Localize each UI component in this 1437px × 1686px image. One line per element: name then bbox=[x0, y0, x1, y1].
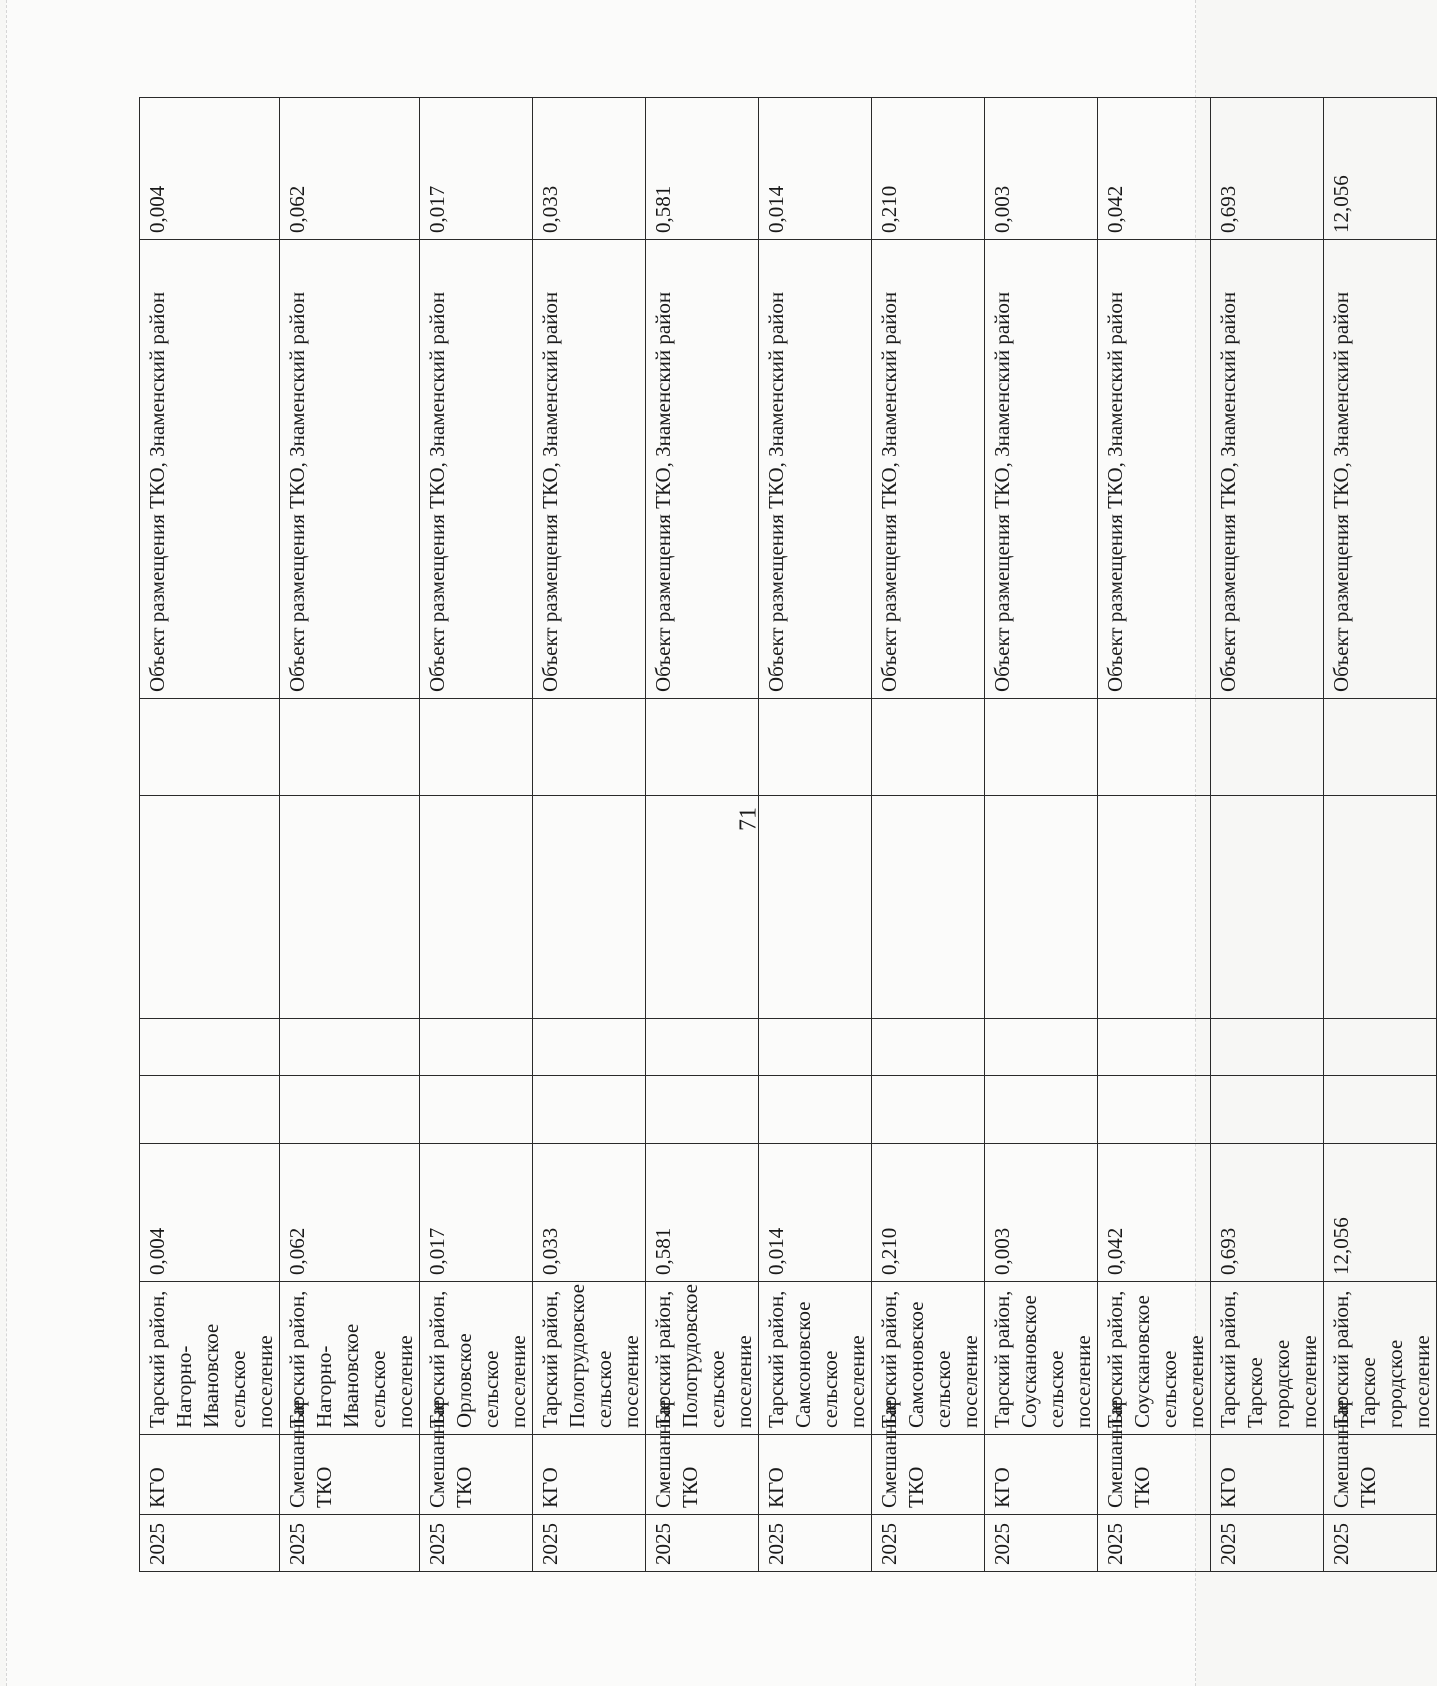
empty-cell bbox=[646, 699, 759, 796]
year-cell: 2025 bbox=[1098, 1515, 1211, 1572]
empty-cell bbox=[1098, 699, 1211, 796]
empty-cell bbox=[1324, 796, 1437, 1019]
table-row bbox=[1211, 98, 1324, 1572]
waste-type-cell: КГО bbox=[1211, 1435, 1324, 1515]
empty-cell bbox=[646, 796, 759, 1019]
table-row bbox=[985, 98, 1098, 1572]
destination-volume-cell: 0,033 bbox=[533, 98, 646, 240]
empty-cell bbox=[1324, 1019, 1437, 1076]
source-location-cell: Тарский район, Орловское сельское поселение bbox=[420, 1282, 533, 1435]
empty-cell bbox=[1211, 699, 1324, 796]
table-grid bbox=[139, 97, 1437, 1572]
table-row bbox=[872, 98, 985, 1572]
waste-type-cell: КГО bbox=[533, 1435, 646, 1515]
empty-cell bbox=[533, 1076, 646, 1144]
empty-cell bbox=[872, 796, 985, 1019]
empty-cell bbox=[985, 1019, 1098, 1076]
year-cell: 2025 bbox=[759, 1515, 872, 1572]
empty-cell bbox=[533, 1019, 646, 1076]
destination-cell: Объект размещения ТКО, Знаменский район bbox=[985, 240, 1098, 699]
year-cell: 2025 bbox=[646, 1515, 759, 1572]
empty-cell bbox=[1098, 1076, 1211, 1144]
destination-volume-cell: 0,042 bbox=[1098, 98, 1211, 240]
table-row bbox=[420, 98, 533, 1572]
empty-cell bbox=[280, 796, 420, 1019]
empty-cell bbox=[646, 1019, 759, 1076]
empty-cell bbox=[280, 699, 420, 796]
waste-type-cell: КГО bbox=[985, 1435, 1098, 1515]
empty-cell bbox=[140, 699, 280, 796]
empty-cell bbox=[420, 1019, 533, 1076]
table-row bbox=[1098, 98, 1211, 1572]
destination-volume-cell: 0,003 bbox=[985, 98, 1098, 240]
year-cell: 2025 bbox=[533, 1515, 646, 1572]
volume-cell: 0,210 bbox=[872, 1144, 985, 1282]
empty-cell bbox=[1098, 1019, 1211, 1076]
table-row bbox=[1324, 98, 1437, 1572]
empty-cell bbox=[646, 1076, 759, 1144]
empty-cell bbox=[420, 796, 533, 1019]
volume-cell: 0,003 bbox=[985, 1144, 1098, 1282]
destination-cell: Объект размещения ТКО, Знаменский район bbox=[140, 240, 280, 699]
table-row bbox=[646, 98, 759, 1572]
destination-cell: Объект размещения ТКО, Знаменский район bbox=[280, 240, 420, 699]
destination-cell: Объект размещения ТКО, Знаменский район bbox=[1211, 240, 1324, 699]
volume-cell: 0,017 bbox=[420, 1144, 533, 1282]
empty-cell bbox=[140, 796, 280, 1019]
destination-volume-cell: 0,693 bbox=[1211, 98, 1324, 240]
empty-cell bbox=[1211, 1019, 1324, 1076]
source-location-cell: Тарский район, Нагорно-Ивановское сельское поселение bbox=[140, 1282, 280, 1435]
year-cell: 2025 bbox=[1211, 1515, 1324, 1572]
table-row bbox=[533, 98, 646, 1572]
empty-cell bbox=[985, 796, 1098, 1019]
source-location-cell: Тарский район, Пологрудовское сельское поселение bbox=[646, 1282, 759, 1435]
empty-cell bbox=[759, 796, 872, 1019]
empty-cell bbox=[280, 1076, 420, 1144]
source-location-cell: Тарский район, Нагорно-Ивановское сельское поселение bbox=[280, 1282, 420, 1435]
empty-cell bbox=[759, 1019, 872, 1076]
volume-cell: 0,581 bbox=[646, 1144, 759, 1282]
empty-cell bbox=[533, 796, 646, 1019]
source-location-cell: Тарский район, Соускановское сельское поселение bbox=[1098, 1282, 1211, 1435]
table-row bbox=[140, 98, 280, 1572]
destination-volume-cell: 0,062 bbox=[280, 98, 420, 240]
source-location-cell: Тарский район, Пологрудовское сельское поселение bbox=[533, 1282, 646, 1435]
table-row bbox=[280, 98, 420, 1572]
waste-flow-table bbox=[139, 98, 1434, 1572]
empty-cell bbox=[1324, 1076, 1437, 1144]
empty-cell bbox=[985, 1076, 1098, 1144]
destination-cell: Объект размещения ТКО, Знаменский район bbox=[759, 240, 872, 699]
waste-type-cell: КГО bbox=[759, 1435, 872, 1515]
destination-cell: Объект размещения ТКО, Знаменский район bbox=[533, 240, 646, 699]
destination-volume-cell: 0,004 bbox=[140, 98, 280, 240]
waste-type-cell: КГО bbox=[140, 1435, 280, 1515]
waste-type-cell: Смешанные ТКО bbox=[646, 1435, 759, 1515]
empty-cell bbox=[533, 699, 646, 796]
destination-volume-cell: 0,017 bbox=[420, 98, 533, 240]
empty-cell bbox=[985, 699, 1098, 796]
destination-cell: Объект размещения ТКО, Знаменский район bbox=[872, 240, 985, 699]
year-cell: 2025 bbox=[872, 1515, 985, 1572]
empty-cell bbox=[140, 1019, 280, 1076]
volume-cell: 0,062 bbox=[280, 1144, 420, 1282]
empty-cell bbox=[872, 1019, 985, 1076]
empty-cell bbox=[872, 1076, 985, 1144]
empty-cell bbox=[1324, 699, 1437, 796]
volume-cell: 0,042 bbox=[1098, 1144, 1211, 1282]
destination-volume-cell: 0,014 bbox=[759, 98, 872, 240]
volume-cell: 12,056 bbox=[1324, 1144, 1437, 1282]
year-cell: 2025 bbox=[420, 1515, 533, 1572]
source-location-cell: Тарский район, Самсоновское сельское поселение bbox=[872, 1282, 985, 1435]
rotated-table-frame bbox=[139, 98, 1434, 1572]
waste-type-cell: Смешанные ТКО bbox=[872, 1435, 985, 1515]
waste-type-cell: Смешанные ТКО bbox=[1098, 1435, 1211, 1515]
waste-type-cell: Смешанные ТКО bbox=[1324, 1435, 1437, 1515]
table-row bbox=[759, 98, 872, 1572]
empty-cell bbox=[1098, 796, 1211, 1019]
volume-cell: 0,014 bbox=[759, 1144, 872, 1282]
source-location-cell: Тарский район, Самсоновское сельское поселение bbox=[759, 1282, 872, 1435]
source-location-cell: Тарский район, Соускановское сельское поселение bbox=[985, 1282, 1098, 1435]
source-location-cell: Тарский район, Тарское городское поселение bbox=[1211, 1282, 1324, 1435]
waste-type-cell: Смешанные ТКО bbox=[280, 1435, 420, 1515]
destination-volume-cell: 0,581 bbox=[646, 98, 759, 240]
empty-cell bbox=[140, 1076, 280, 1144]
destination-cell: Объект размещения ТКО, Знаменский район bbox=[1098, 240, 1211, 699]
volume-cell: 0,033 bbox=[533, 1144, 646, 1282]
waste-type-cell: Смешанные ТКО bbox=[420, 1435, 533, 1515]
empty-cell bbox=[872, 699, 985, 796]
volume-cell: 0,004 bbox=[140, 1144, 280, 1282]
empty-cell bbox=[1211, 796, 1324, 1019]
empty-cell bbox=[1211, 1076, 1324, 1144]
source-location-cell: Тарский район, Тарское городское поселение bbox=[1324, 1282, 1437, 1435]
destination-volume-cell: 0,210 bbox=[872, 98, 985, 240]
destination-cell: Объект размещения ТКО, Знаменский район bbox=[420, 240, 533, 699]
page-number: 71 bbox=[735, 807, 762, 831]
year-cell: 2025 bbox=[280, 1515, 420, 1572]
year-cell: 2025 bbox=[985, 1515, 1098, 1572]
empty-cell bbox=[759, 1076, 872, 1144]
empty-cell bbox=[420, 699, 533, 796]
destination-cell: Объект размещения ТКО, Знаменский район bbox=[646, 240, 759, 699]
volume-cell: 0,693 bbox=[1211, 1144, 1324, 1282]
empty-cell bbox=[759, 699, 872, 796]
destination-cell: Объект размещения ТКО, Знаменский район bbox=[1324, 240, 1437, 699]
year-cell: 2025 bbox=[140, 1515, 280, 1572]
document-page bbox=[6, 0, 1434, 1686]
destination-volume-cell: 12,056 bbox=[1324, 98, 1437, 240]
empty-cell bbox=[280, 1019, 420, 1076]
empty-cell bbox=[420, 1076, 533, 1144]
year-cell: 2025 bbox=[1324, 1515, 1437, 1572]
